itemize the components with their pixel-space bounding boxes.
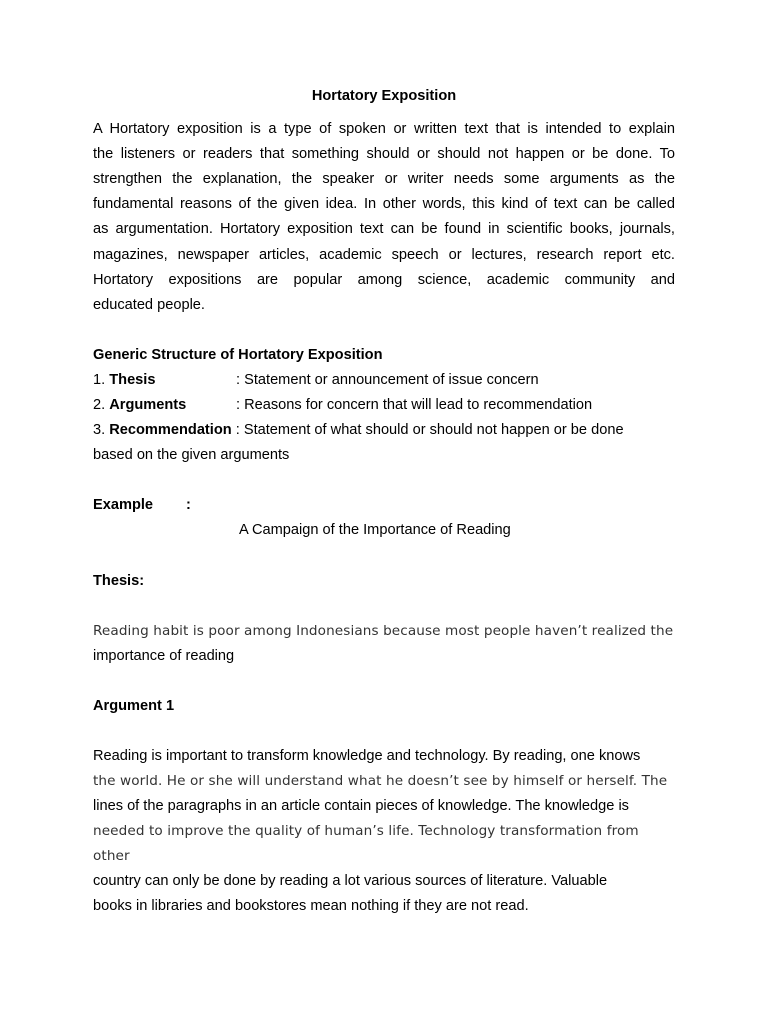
structure-continuation: based on the given arguments [93,447,290,464]
argument-line: needed to improve the quality of human’s life. Technology transformation from other [93,823,639,865]
document-page [93,84,675,920]
structure-item-recommendation [93,418,675,443]
intro-line: magazines, newspaper articles, academic speech or lectures, research report etc. [93,246,675,263]
structure-item-desc: : Statement or announcement of issue concern [236,371,539,388]
thesis-line: importance of reading [93,647,235,664]
structure-item-desc: : Reasons for concern that will lead to recommendation [236,397,593,414]
thesis-heading: Thesis: [93,572,145,589]
example-label: Example [93,497,154,514]
document-title: Hortatory Exposition [311,88,457,104]
argument-line: books in libraries and bookstores mean nothing if they are not read. [93,898,529,915]
structure-item-term: Thesis [109,371,156,388]
intro-line: educated people. [93,296,205,313]
structure-item-number: 2. [93,397,106,414]
example-colon: : [186,497,191,514]
argument-line: country can only be done by reading a lot various sources of literature. Valuable [93,873,608,890]
intro-line: strengthen the explanation, the speaker or writer needs some arguments as the [93,171,675,188]
argument-line: the world. He or she will understand what he doesn’t see by himself or herself. The [93,772,668,789]
argument-heading: Argument 1 [93,697,175,714]
structure-item-term: Arguments [109,397,187,414]
structure-item-term: Recommendation [109,422,232,439]
intro-line: fundamental reasons of the given idea. In other words, this kind of text can be called [93,196,675,213]
intro-line: the listeners or readers that something should or should not happen or be done. To [93,146,675,163]
structure-item-arguments [93,393,675,418]
thesis-line: Reading habit is poor among Indonesians because most people haven’t realized the [93,622,674,639]
intro-paragraph [93,117,675,318]
intro-line: Hortatory expositions are popular among science, academic community and [93,271,675,288]
structure-item-number: 1. [93,371,106,388]
intro-line: as argumentation. Hortatory exposition text can be found in scientific books, journals, [93,221,675,238]
intro-line: A Hortatory exposition is a type of spoken or written text that is intended to explain [93,121,675,138]
example-title: A Campaign of the Importance of Reading [239,522,511,539]
structure-heading: Generic Structure of Hortatory Exposition [93,346,383,363]
structure-item-thesis [93,368,675,393]
argument-line: lines of the paragraphs in an article contain pieces of knowledge. The knowledge is [93,798,629,815]
argument-line: Reading is important to transform knowledge and technology. By reading, one knows [93,747,641,764]
example-row [93,493,675,518]
structure-item-number: 3. [93,422,106,439]
structure-item-desc: : Statement of what should or should not happen or be done [231,422,624,439]
argument-paragraph [93,744,675,920]
